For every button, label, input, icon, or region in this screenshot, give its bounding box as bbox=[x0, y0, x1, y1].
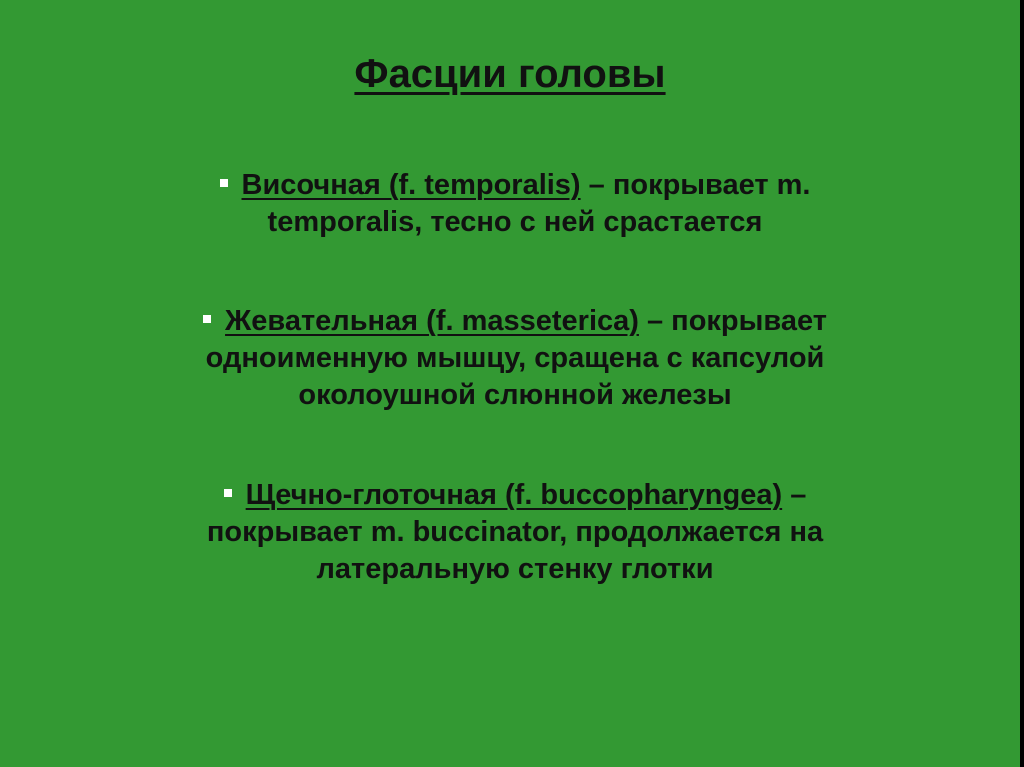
list-item-text: латеральную стенку глотки bbox=[316, 553, 714, 585]
list-item-line bbox=[90, 477, 940, 514]
bullet-icon bbox=[220, 179, 228, 187]
list-item-line bbox=[90, 303, 940, 340]
list-item-text: одноименную мышцу, сращена с капсулой bbox=[205, 342, 825, 374]
slide-title: Фасции головы bbox=[354, 52, 666, 96]
list-item-masseterica bbox=[90, 303, 940, 414]
list-item-text: – покрывает bbox=[638, 305, 827, 337]
list-item-line bbox=[90, 167, 940, 204]
list-item-text: околоушной слюнной железы bbox=[298, 379, 732, 411]
bullet-icon bbox=[224, 489, 232, 497]
list-item-buccopharyngea bbox=[90, 477, 940, 588]
list-item-text: temporalis, тесно с ней срастается bbox=[267, 206, 763, 238]
list-item-term: Височная (f. temporalis) bbox=[241, 169, 581, 201]
list-item-text: – покрывает m. bbox=[580, 169, 811, 201]
list-item-text: – bbox=[782, 479, 807, 511]
list-item-term: Щечно-глоточная (f. buccopharyngea) bbox=[245, 479, 783, 511]
list-item-term: Жевательная (f. masseterica) bbox=[225, 305, 639, 337]
list-item-temporalis bbox=[90, 167, 940, 241]
bullet-icon bbox=[203, 315, 211, 323]
list-item-text: покрывает m. buccinator, продолжается на bbox=[206, 516, 824, 548]
